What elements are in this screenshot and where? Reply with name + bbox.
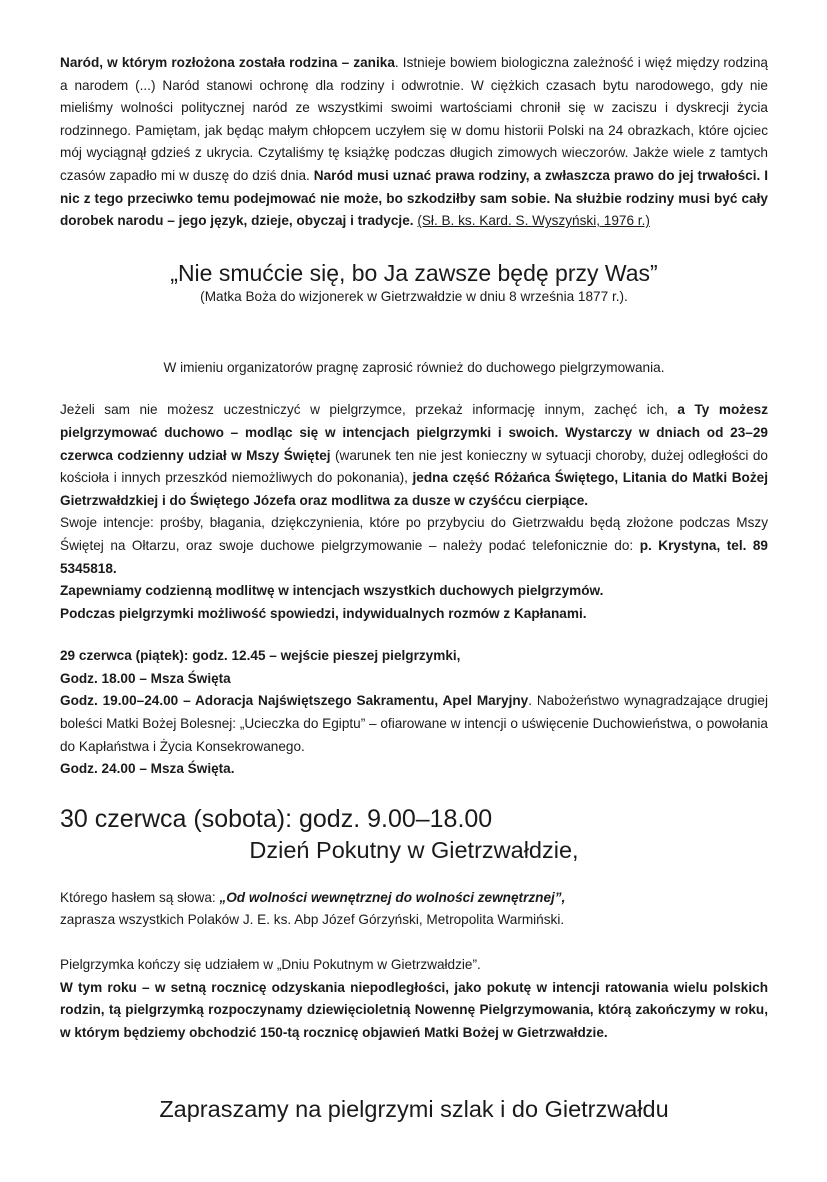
spiritual-bold-2: jedna część Różańca Świętego, Litania do Matki Bożej Gietrzwałdzkiej i do Świętego Józefa oraz modlitwa za dusze w czyśćcu cierpiące. [60,470,768,508]
intentions-text: Swoje intencje: prośby, błagania, dziękczynienia, które po przybyciu do Gietrzwałdu będą złożone podczas Mszy Świętej na Ołtarzu, oraz swoje duchowe pielgrzymowanie – należy podać telefonicznie do: [60,515,768,553]
schedule-29-line-4: Godz. 24.00 – Msza Święta. [60,761,235,777]
contact-phone: p. Krystyna, tel. 89 5345818. [60,537,768,576]
invited-by-line: zaprasza wszystkich Polaków J. E. ks. Abp Józef Górzyński, Metropolita Warmiński. [60,912,565,928]
schedule-29-line-3 [60,690,768,758]
quote-source: (Matka Boża do wizjonerek w Gietrzwałdzie w dniu 8 września 1877 r.). [200,288,628,304]
intentions-paragraph [60,512,768,580]
intro-bold-text: Naród musi uznać prawa rodziny, a zwłaszcza prawo do jej trwałości. I nic z tego przeciwko temu podejmować nie może, bo szkodziłby sam sobie. Na służbie rodziny musi być cały dorobek narodu – jego język, dzieje, obyczaj i tradycje. [60,167,768,229]
schedule-29-line-2: Godz. 18.00 – Msza Święta [60,670,231,686]
spiritual-bold-1: a Ty możesz pielgrzymować duchowo – modląc się w intencjach pielgrzymki i swoich. Wystarczy w dniach od 23–29 czerwca codzienny udział w Mszy Świętej [60,402,768,463]
document-body [60,52,768,1124]
intro-paragraph [60,52,768,233]
confession-note: Podczas pielgrzymki możliwość spowiedzi, indywidualnych rozmów z Kapłanami. [60,605,587,621]
schedule-29-line-1: 29 czerwca (piątek): godz. 12.45 – wejście pieszej pielgrzymki, [60,648,461,664]
intro-text: . Istnieje bowiem biologiczna zależność i więź między rodziną a narodem (...) Naród stanowi ochronę dla rodziny i odwrotnie. W ciężkich czasach bytu narodowego, gdy nie mieliśmy wolności politycznej naród ze wszystkimi swoimi wartościami chronił się w zaciszu i dyskrecji życia rodzinnego. Pamiętam, jak będąc małym chłopcem uczyłem się w domu historii Polski na 24 obrazkach, które ojciec mój wyciągnął gdzieś z ukrycia. Czytaliśmy tę książkę podczas długich zimowych wieczorów. Jakże wiele z tamtych czasów zapadło mi w duszę do dziś dnia. [60,55,768,183]
adoration-text: . Nabożeństwo wynagradzające drugiej boleści Matki Bożej Bolesnej: „Ucieczka do Egiptu” – ofiarowane w intencji o uświęcenie Duchowieństwa, o powołania do Kapłaństwa i Życia Konsekrowanego. [60,693,768,754]
quote-title: „Nie smućcie się, bo Ja zawsze będę przy Was” [170,259,658,286]
spiritual-paragraph [60,399,768,512]
closing-line-1: Pielgrzymka kończy się udziałem w „Dniu Pokutnym w Gietrzwałdzie”. [60,957,481,973]
closing-paragraph: W tym roku – w setną rocznicę odzyskania niepodległości, jako pokutę w intencji ratowania wielu polskich rodzin, tą pielgrzymką rozpoczynamy dziewięcioletnią Nowennę Pielgrzymowania, którą zakończymy w roku, w którym będziemy obchodzić 150-tą rocznicę objawień Matki Bożej w Gietrzwałdzie. [60,979,768,1040]
footer-invitation: Zapraszamy na pielgrzymi szlak i do Gietrzwałdu [159,1096,669,1123]
adoration-title: Godz. 19.00–24.00 – Adoracja Najświętszego Sakramentu, Apel Maryjny [60,693,529,709]
intro-citation: (Sł. B. ks. Kard. S. Wyszyński, 1976 r.) [417,213,650,229]
intro-lead: Naród, w którym rozłożona została rodzina – zanika [60,55,395,70]
motto-line [60,887,768,910]
day-30-subheading: Dzień Pokutny w Gietrzwałdzie, [249,836,579,863]
spiritual-text-2: (warunek ten nie jest konieczny w sytuacji choroby, dużej odległości do kościoła i innych przeszkód niemożliwych do pokonania), [60,447,768,486]
invite-line: W imieniu organizatorów pragnę zaprosić również do duchowego pielgrzymowania. [163,359,665,375]
motto-prefix: Którego hasłem są słowa: [60,889,220,905]
motto-text: „Od wolności wewnętrznej do wolności zewnętrznej”, [219,889,566,905]
spiritual-text-1: Jeżeli sam nie możesz uczestniczyć w pielgrzymce, przekaż informację innym, zachęć ich, [60,402,678,418]
day-30-heading: 30 czerwca (sobota): godz. 9.00–18.00 [60,804,493,833]
prayer-note: Zapewniamy codzienną modlitwę w intencjach wszystkich duchowych pielgrzymów. [60,583,604,599]
